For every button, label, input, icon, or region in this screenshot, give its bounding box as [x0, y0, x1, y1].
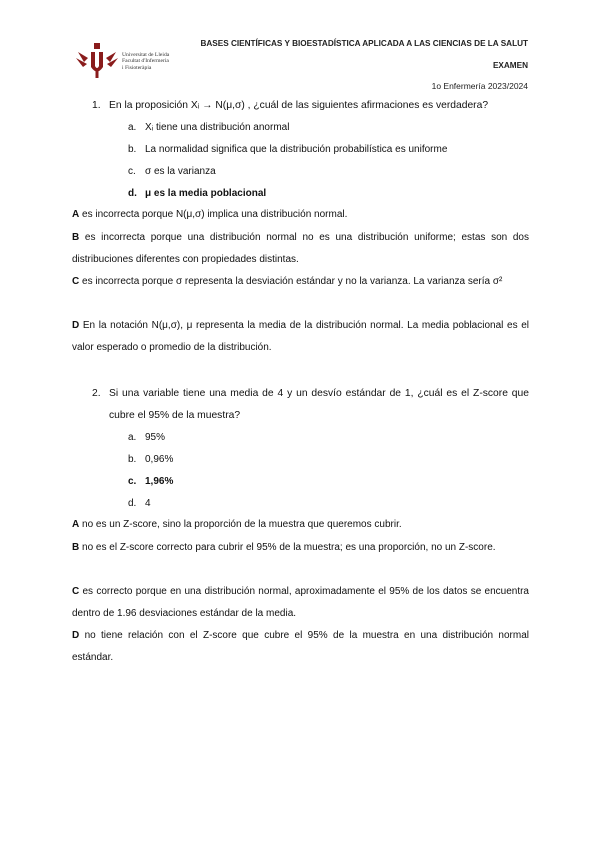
option-text: Xᵢ tiene una distribución anormal: [145, 122, 290, 133]
option-letter: c.: [128, 166, 136, 177]
option-letter: a.: [128, 122, 137, 133]
question-stem: En la proposición Xᵢ → N(μ,σ) , ¿cuál de las siguientes afirmaciones es verdadera?: [109, 100, 489, 111]
option-letter: a.: [128, 432, 137, 443]
q2-explanation-c: [72, 581, 529, 625]
explanation-text: es incorrecta porque N(μ,σ) implica una distribución normal.: [79, 209, 348, 220]
university-logo: [74, 40, 194, 80]
q2-option-d: [128, 497, 151, 511]
question-number: 1.: [92, 100, 101, 111]
explanation-text: no es un Z-score, sino la proporción de la muestra que queremos cubrir.: [79, 519, 402, 530]
explanation-letter: C: [72, 276, 80, 287]
q1-option-d-correct: [128, 187, 266, 201]
option-text: σ es la varianza: [145, 166, 216, 177]
question-stem: Si una variable tiene una media de 4 y un desvío estándar de 1, ¿cuál es el Z-score que cubre el 95% de la muestra?: [109, 388, 529, 421]
option-letter: d.: [128, 498, 137, 509]
option-text: 4: [145, 498, 151, 509]
question-number: 2.: [92, 388, 101, 399]
q2-explanation-a: [72, 514, 529, 536]
q2-option-a: [128, 431, 165, 445]
explanation-letter: D: [72, 320, 80, 331]
q1-explanation-c: [72, 271, 529, 293]
explanation-text: no es el Z-score correcto para cubrir el 95% de la muestra; es una proporción, no un Z-score.: [79, 542, 496, 553]
option-text: 1,96%: [145, 476, 174, 487]
q1-option-a: [128, 121, 289, 135]
explanation-letter: D: [72, 630, 80, 641]
explanation-letter: A: [72, 519, 80, 530]
option-letter: b.: [128, 454, 137, 465]
logo-line-3: i Fisioteràpia: [122, 64, 152, 71]
q2-explanation-d: [72, 625, 529, 669]
option-text: 95%: [145, 432, 166, 443]
explanation-letter: A: [72, 209, 80, 220]
logo-text: [122, 52, 194, 71]
explanation-text: es incorrecta porque σ representa la desviación estándar y no la varianza. La varianza sería σ²: [79, 276, 503, 287]
option-text: 0,96%: [145, 454, 174, 465]
option-text: μ es la media poblacional: [145, 188, 267, 199]
q1-option-c: [128, 165, 216, 179]
q1-explanation-d: [72, 315, 529, 359]
logo-line-1: Universitat de Lleida: [122, 52, 170, 58]
explanation-letter: C: [72, 586, 80, 597]
explanation-letter: B: [72, 542, 80, 553]
explanation-text: En la notación N(μ,σ), μ representa la media de la distribución normal. La media poblacional es el valor esperado o promedio de la distribución.: [72, 320, 529, 353]
explanation-text: es incorrecta porque una distribución normal no es una distribución uniforme; estas son dos distribuciones diferentes con propiedades distintas.: [72, 232, 529, 265]
q2-option-c-correct: [128, 475, 173, 489]
q1-explanation-a: [72, 204, 529, 226]
explanation-letter: B: [72, 232, 80, 243]
exam-label: EXAMEN: [492, 61, 528, 70]
option-letter: d.: [128, 188, 137, 199]
university-crest-icon: [74, 40, 120, 80]
explanation-text: es correcto porque en una distribución normal, aproximadamente el 95% de los datos se encuentra dentro de 1.96 desviaciones estándar de la media.: [72, 586, 529, 619]
q1-explanation-b: [72, 227, 529, 271]
option-letter: c.: [128, 476, 137, 487]
explanation-text: no tiene relación con el Z-score que cubre el 95% de la muestra en una distribución normal estándar.: [72, 630, 529, 663]
logo-line-2: Facultat d'Infermeria: [122, 58, 169, 65]
q2-explanation-b: [72, 537, 529, 559]
option-letter: b.: [128, 144, 137, 155]
course-year: 1o Enfermería 2023/2024: [431, 81, 528, 91]
q1-option-b: [128, 143, 447, 157]
course-title: BASES CIENTÍFICAS Y BIOESTADÍSTICA APLICADA A LAS CIENCIAS DE LA SALUT: [200, 39, 528, 48]
q2-option-b: [128, 453, 173, 467]
option-text: La normalidad significa que la distribución probabilística es uniforme: [145, 144, 448, 155]
